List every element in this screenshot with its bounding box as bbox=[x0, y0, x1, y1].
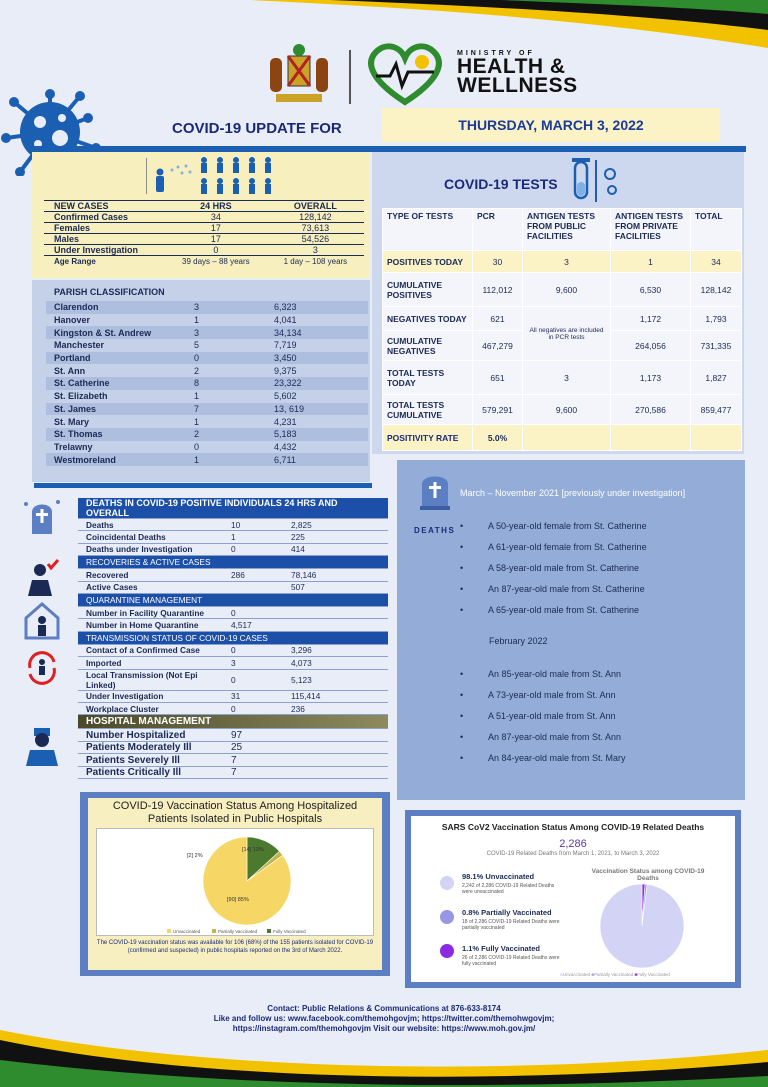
label-partial: [2] 2% bbox=[187, 853, 203, 859]
moh-heart-logo-icon bbox=[364, 42, 446, 106]
row-24h: 0 bbox=[223, 644, 283, 656]
cell-empty bbox=[691, 425, 742, 451]
parish-new: 7 bbox=[194, 403, 200, 414]
col-type: TYPE OF TESTS bbox=[383, 209, 473, 251]
cell-private: 6,530 bbox=[611, 273, 691, 307]
contact-line2[interactable]: Like and follow us: www.facebook.com/themohgovjm; https://twitter.com/themohwgovjm; bbox=[213, 1014, 555, 1023]
deaths-vaccination-title: SARS CoV2 Vaccination Status Among COVID-19 Related Deaths bbox=[441, 822, 705, 832]
update-for-title: COVID-19 UPDATE FOR bbox=[172, 120, 342, 137]
tombstone-small-icon bbox=[20, 494, 64, 538]
table-row bbox=[78, 669, 388, 690]
row-24h: 10 bbox=[223, 519, 283, 531]
table-row bbox=[78, 644, 388, 656]
row-label: Females bbox=[44, 223, 165, 234]
row-24h bbox=[223, 581, 283, 593]
legend-swatch-partial-icon: ■ bbox=[591, 972, 594, 977]
row-overall: 3,296 bbox=[283, 644, 388, 656]
deaths-title-a: DEATHS IN bbox=[86, 498, 137, 508]
dot-unvaccinated bbox=[440, 876, 454, 890]
parish-new: 2 bbox=[194, 365, 200, 376]
cell-public-note: All negatives are included in PCR tests bbox=[523, 307, 611, 361]
row-label: Local Transmission (Not Epi Linked) bbox=[78, 669, 223, 690]
table-row bbox=[44, 212, 364, 223]
row-label: Patients Critically Ill bbox=[78, 766, 223, 779]
parish-table bbox=[46, 301, 368, 466]
cell-total: 1,827 bbox=[691, 361, 742, 395]
row-label: CUMULATIVE NEGATIVES bbox=[383, 331, 473, 361]
row-24h: 17 bbox=[165, 234, 267, 245]
row-24h: 39 days – 88 years bbox=[182, 256, 250, 266]
home-quarantine-icon bbox=[20, 598, 64, 642]
deaths-chart-legend bbox=[560, 972, 670, 977]
table-row bbox=[78, 543, 388, 555]
cell-empty bbox=[611, 425, 691, 451]
cell-pcr: 30 bbox=[473, 251, 523, 273]
row-empty bbox=[283, 766, 388, 779]
list-item: • A 58-year-old male from St. Catherine bbox=[488, 562, 647, 583]
recovered-person-icon bbox=[20, 556, 64, 600]
table-row bbox=[46, 326, 368, 339]
row-overall: 54,526 bbox=[267, 234, 364, 245]
item-partial-sub: 18 of 2,286 COVID-19 Related Deaths were partially vaccinated bbox=[462, 919, 560, 931]
moh-wordmark bbox=[457, 50, 578, 95]
table-row bbox=[46, 428, 368, 441]
parish-new: 1 bbox=[194, 391, 200, 402]
contact-line3[interactable]: https://instagram.com/themohgovjm Visit our website: https://www.moh.gov.jm/ bbox=[232, 1024, 536, 1033]
item-fully-vaccinated bbox=[462, 944, 562, 967]
parish-total: 23,322 bbox=[274, 378, 302, 389]
parish-total: 5,183 bbox=[274, 429, 297, 440]
table-row bbox=[78, 741, 388, 754]
table-row bbox=[78, 690, 388, 702]
parish-total: 34,134 bbox=[274, 327, 302, 338]
row-overall: 78,146 bbox=[283, 569, 388, 581]
legend-partial: Partially Vaccinated bbox=[593, 972, 634, 977]
cell-public: 9,600 bbox=[523, 273, 611, 307]
nurse-icon bbox=[20, 724, 64, 768]
row-label: Deaths bbox=[78, 519, 223, 531]
row-label: Patients Moderately Ill bbox=[78, 741, 223, 754]
cell-pcr: 467,279 bbox=[473, 331, 523, 361]
row-empty bbox=[283, 741, 388, 754]
cell-public: 3 bbox=[523, 361, 611, 395]
row-24h: 7 bbox=[223, 754, 283, 767]
contact-line1: Contact: Public Relations & Communications at 876-633-8174 bbox=[267, 1004, 501, 1013]
row-overall: 128,142 bbox=[267, 212, 364, 223]
deaths-subtitle: COVID-19 Related Deaths from March 1, 2021, to March 3, 2022 bbox=[486, 851, 660, 857]
deaths-period1-heading: March – November 2021 [previously under investigation] bbox=[460, 488, 686, 498]
row-24h: 286 bbox=[223, 569, 283, 581]
cell-pcr: 651 bbox=[473, 361, 523, 395]
row-24h: 0 bbox=[165, 245, 267, 256]
item-unvaccinated-sub: 2,242 of 2,286 COVID-19 Related Deaths were unvaccinated bbox=[462, 883, 555, 895]
table-row bbox=[383, 425, 742, 451]
legend-swatch-unvacc-icon: ■ bbox=[560, 972, 563, 977]
legend-unvacc: Unvaccinated bbox=[173, 929, 201, 934]
legend-partial: Partially Vaccinated bbox=[218, 929, 258, 934]
cell-private: 1 bbox=[611, 251, 691, 273]
parish-total: 4,231 bbox=[274, 416, 297, 427]
cell-total: 731,335 bbox=[691, 331, 742, 361]
item-unvaccinated bbox=[462, 872, 562, 895]
tests-header-row bbox=[383, 209, 742, 251]
parish-new: 1 bbox=[194, 454, 200, 465]
list-item: • A 50-year-old female from St. Catherine bbox=[488, 520, 647, 541]
row-label: Active Cases bbox=[78, 581, 223, 593]
col-total: TOTAL bbox=[691, 209, 742, 251]
deaths-period2-list bbox=[488, 668, 626, 773]
row-label: Patients Severely Ill bbox=[78, 754, 223, 767]
row-overall: 414 bbox=[283, 543, 388, 555]
cell-pcr: 579,291 bbox=[473, 395, 523, 425]
parish-name: St. Mary bbox=[54, 416, 90, 427]
moh-line2: WELLNESS bbox=[457, 74, 578, 97]
label-unvacc: [90] 85% bbox=[227, 897, 249, 903]
row-24h: 3 bbox=[223, 657, 283, 669]
row-24h: 0 bbox=[223, 543, 283, 555]
table-row bbox=[383, 273, 742, 307]
cell-empty bbox=[523, 425, 611, 451]
cell-pcr: 5.0% bbox=[473, 425, 523, 451]
list-item: • A 73-year-old male from St. Ann bbox=[488, 689, 626, 710]
cell-pcr: 112,012 bbox=[473, 273, 523, 307]
parish-new: 0 bbox=[194, 441, 200, 452]
col-24-hrs: 24 HRS bbox=[165, 201, 267, 212]
row-24h: 25 bbox=[223, 741, 283, 754]
parish-title: PARISH CLASSIFICATION bbox=[54, 287, 165, 297]
row-label: Deaths under Investigation bbox=[78, 543, 223, 555]
parish-total: 7,719 bbox=[274, 340, 297, 351]
parish-name: St. Thomas bbox=[54, 429, 103, 440]
deaths-title-c: INDIVIDUALS 24 HRS AND OVERALL bbox=[86, 498, 338, 518]
table-row bbox=[46, 352, 368, 365]
deaths-total: 2,286 bbox=[559, 838, 587, 850]
table-row bbox=[383, 307, 742, 331]
row-overall: 5,123 bbox=[283, 669, 388, 690]
dot-fully-vaccinated bbox=[440, 944, 454, 958]
cell-private: 270,586 bbox=[611, 395, 691, 425]
cell-private: 1,172 bbox=[611, 307, 691, 331]
row-overall: 507 bbox=[283, 581, 388, 593]
parish-total: 4,432 bbox=[274, 441, 297, 452]
row-overall: 115,414 bbox=[283, 690, 388, 702]
item-partially-vaccinated bbox=[462, 908, 562, 931]
row-overall: 236 bbox=[283, 702, 388, 714]
table-row bbox=[78, 531, 388, 543]
item-full-head: 1.1% Fully Vaccinated bbox=[462, 944, 540, 953]
row-24h: 7 bbox=[223, 766, 283, 779]
row-label: Under Investigation bbox=[78, 690, 223, 702]
parish-total: 3,450 bbox=[274, 353, 297, 364]
contact-footer bbox=[0, 1004, 768, 1034]
parish-new: 0 bbox=[194, 353, 200, 364]
parish-new: 5 bbox=[194, 340, 200, 351]
row-overall: 2,825 bbox=[283, 519, 388, 531]
deaths-period2-heading: February 2022 bbox=[489, 636, 548, 646]
parish-total: 6,323 bbox=[274, 302, 297, 313]
deaths-period1-list bbox=[488, 520, 647, 625]
parish-name: St. Elizabeth bbox=[54, 391, 108, 402]
header-divider bbox=[349, 50, 351, 104]
cell-total: 128,142 bbox=[691, 273, 742, 307]
row-label: Coincidental Deaths bbox=[78, 531, 223, 543]
quarantine-title: QUARANTINE MANAGEMENT bbox=[78, 593, 388, 606]
recoveries-title: RECOVERIES & ACTIVE CASES bbox=[78, 556, 388, 569]
deaths-title-b: COVID-19 POSITIVE bbox=[136, 498, 222, 508]
parish-name: Kingston & St. Andrew bbox=[54, 327, 152, 338]
table-row bbox=[46, 403, 368, 416]
row-label: Under Investigation bbox=[44, 245, 165, 256]
row-overall: 3 bbox=[267, 245, 364, 256]
row-overall: 73,613 bbox=[267, 223, 364, 234]
covid-tests-title: COVID-19 TESTS bbox=[444, 176, 558, 192]
row-label: NEGATIVES TODAY bbox=[383, 307, 473, 331]
row-24h: 34 bbox=[165, 212, 267, 223]
row-label: Recovered bbox=[78, 569, 223, 581]
table-row bbox=[46, 390, 368, 403]
row-empty bbox=[283, 754, 388, 767]
table-row bbox=[78, 754, 388, 767]
parish-new: 8 bbox=[194, 378, 200, 389]
list-item: • A 61-year-old female from St. Catherine bbox=[488, 541, 647, 562]
row-label: Age Range bbox=[54, 256, 96, 266]
col-antigen-private: ANTIGEN TESTS FROM PRIVATE FACILITIES bbox=[611, 209, 691, 251]
list-item: • A 51-year-old male from St. Ann bbox=[488, 710, 626, 731]
deaths-chart-title: Vaccination Status among COVID-19 Deaths bbox=[591, 868, 705, 882]
section-header-row bbox=[78, 593, 388, 606]
table-row bbox=[78, 569, 388, 581]
transmission-title: TRANSMISSION STATUS OF COVID-19 CASES bbox=[78, 631, 388, 644]
legend-swatch-full-icon: ■ bbox=[634, 972, 638, 977]
legend-swatch-unvacc bbox=[167, 929, 171, 933]
row-overall: 225 bbox=[283, 531, 388, 543]
parish-total: 4,041 bbox=[274, 315, 297, 326]
dot-partially-vaccinated bbox=[440, 910, 454, 924]
row-24h: 1 bbox=[223, 531, 283, 543]
parish-new: 1 bbox=[194, 315, 200, 326]
table-row bbox=[44, 234, 364, 245]
table-row bbox=[78, 702, 388, 714]
deaths-label: DEATHS bbox=[414, 526, 456, 535]
row-overall bbox=[283, 606, 388, 618]
parish-name: Hanover bbox=[54, 315, 91, 326]
deaths-pie-svg bbox=[592, 880, 692, 970]
row-label: Number in Home Quarantine bbox=[78, 619, 223, 631]
report-date: THURSDAY, MARCH 3, 2022 bbox=[382, 108, 720, 142]
deaths-status-table bbox=[78, 498, 388, 779]
table-row bbox=[78, 606, 388, 618]
table-row bbox=[46, 301, 368, 314]
table-row bbox=[44, 256, 364, 267]
row-label: Workplace Cluster bbox=[78, 702, 223, 714]
deaths-top-bar bbox=[34, 483, 372, 488]
row-24h: 0 bbox=[223, 669, 283, 690]
parish-new: 1 bbox=[194, 416, 200, 427]
row-overall: 1 day – 108 years bbox=[283, 256, 348, 266]
hospital-vaccination-title: COVID-19 Vaccination Status Among Hospitalized Patients Isolated in Public Hospitals bbox=[112, 800, 358, 825]
row-overall bbox=[283, 619, 388, 631]
table-row bbox=[44, 245, 364, 256]
parish-total: 9,375 bbox=[274, 365, 297, 376]
people-spread-icon bbox=[146, 154, 278, 198]
legend-full: Fully Vaccinated bbox=[273, 929, 306, 934]
row-24h: 0 bbox=[223, 702, 283, 714]
cell-total: 859,477 bbox=[691, 395, 742, 425]
deaths-title-row bbox=[78, 498, 388, 519]
col-new-cases: NEW CASES bbox=[44, 201, 165, 212]
row-label: TOTAL TESTS TODAY bbox=[383, 361, 473, 395]
list-item: • A 65-year-old male from St. Catherine bbox=[488, 604, 647, 625]
item-partial-head: 0.8% Partially Vaccinated bbox=[462, 908, 552, 917]
section-header-row bbox=[78, 556, 388, 569]
row-24h: 17 bbox=[165, 223, 267, 234]
moh-line1: HEALTH & bbox=[457, 55, 566, 78]
list-item: • An 85-year-old male from St. Ann bbox=[488, 668, 626, 689]
row-label: CUMULATIVE POSITIVES bbox=[383, 273, 473, 307]
new-cases-table bbox=[44, 200, 364, 267]
table-row bbox=[383, 361, 742, 395]
legend-full: Fully Vaccinated bbox=[637, 972, 670, 977]
pie-slice-unvaccinated bbox=[600, 884, 684, 968]
row-label: Number Hospitalized bbox=[78, 729, 223, 742]
row-24h: 97 bbox=[223, 729, 283, 742]
cell-private: 264,056 bbox=[611, 331, 691, 361]
cell-private: 1,173 bbox=[611, 361, 691, 395]
row-24h: 4,517 bbox=[223, 619, 283, 631]
table-row bbox=[46, 441, 368, 454]
table-row bbox=[46, 364, 368, 377]
table-row bbox=[44, 223, 364, 234]
parish-name: Westmoreland bbox=[54, 454, 116, 465]
table-row bbox=[78, 519, 388, 531]
col-overall: OVERALL bbox=[267, 201, 364, 212]
table-row bbox=[46, 377, 368, 390]
cases-header-row bbox=[44, 201, 364, 212]
table-row bbox=[78, 657, 388, 669]
moh-small-text: MINISTRY OF bbox=[457, 50, 535, 57]
parish-total: 6,711 bbox=[274, 454, 296, 465]
row-label: Contact of a Confirmed Case bbox=[78, 644, 223, 656]
cell-total: 34 bbox=[691, 251, 742, 273]
section-header-row bbox=[78, 631, 388, 644]
label-full: [14] 13% bbox=[242, 847, 264, 853]
table-row bbox=[78, 619, 388, 631]
row-empty bbox=[283, 729, 388, 742]
list-item: • An 87-year-old male from St. Ann bbox=[488, 731, 626, 752]
hospital-vaccination-chart bbox=[96, 828, 374, 936]
legend-unvacc: Unvaccinated bbox=[562, 972, 590, 977]
row-label: Confirmed Cases bbox=[44, 212, 165, 223]
cell-pcr: 621 bbox=[473, 307, 523, 331]
hospital-title: HOSPITAL MANAGEMENT bbox=[78, 715, 388, 729]
cell-public: 9,600 bbox=[523, 395, 611, 425]
section-header-row bbox=[78, 715, 388, 729]
table-row bbox=[46, 415, 368, 428]
parish-name: St. Ann bbox=[54, 365, 86, 376]
col-pcr: PCR bbox=[473, 209, 523, 251]
legend-swatch-full bbox=[267, 929, 271, 933]
legend-swatch-partial bbox=[212, 929, 216, 933]
parish-name: Manchester bbox=[54, 340, 105, 351]
table-row bbox=[78, 581, 388, 593]
row-24h: 31 bbox=[223, 690, 283, 702]
item-unvaccinated-head: 98.1% Unvaccinated bbox=[462, 872, 535, 881]
row-label: Number in Facility Quarantine bbox=[78, 606, 223, 618]
deaths-title bbox=[78, 498, 388, 519]
parish-total: 5,602 bbox=[274, 391, 297, 402]
col-antigen-public: ANTIGEN TESTS FROM PUBLIC FACILITIES bbox=[523, 209, 611, 251]
parish-new: 3 bbox=[194, 302, 200, 313]
table-row bbox=[46, 453, 368, 466]
parish-name: Trelawny bbox=[54, 441, 93, 452]
table-row bbox=[78, 766, 388, 779]
hospital-pie-svg bbox=[97, 829, 375, 937]
tombstone-icon bbox=[420, 470, 450, 510]
coat-of-arms-icon bbox=[262, 42, 336, 106]
cell-public: 3 bbox=[523, 251, 611, 273]
list-item: • An 84-year-old male from St. Mary bbox=[488, 752, 626, 773]
list-item: • An 87-year-old male from St. Catherine bbox=[488, 583, 647, 604]
row-label: Imported bbox=[78, 657, 223, 669]
table-row bbox=[46, 314, 368, 327]
row-overall: 4,073 bbox=[283, 657, 388, 669]
row-label: Males bbox=[44, 234, 165, 245]
row-label: POSITIVITY RATE bbox=[383, 425, 473, 451]
parish-name: Portland bbox=[54, 353, 91, 364]
table-row bbox=[78, 729, 388, 742]
transmission-cycle-icon bbox=[20, 646, 64, 690]
item-full-sub: 26 of 2,286 COVID-19 Related Deaths were fully vaccinated bbox=[462, 955, 560, 967]
table-row bbox=[383, 395, 742, 425]
parish-new: 2 bbox=[194, 429, 200, 440]
row-label: POSITIVES TODAY bbox=[383, 251, 473, 273]
parish-name: Clarendon bbox=[54, 302, 99, 313]
parish-name: St. Catherine bbox=[54, 378, 110, 389]
hospital-vaccination-note: The COVID-19 vaccination status was available for 106 (68%) of the 155 patients isolated for COVID-19 (confirmed and suspected) in public hospitals reported on the 3rd of March 2022. bbox=[96, 940, 374, 954]
covid-tests-table bbox=[382, 208, 742, 451]
parish-new: 3 bbox=[194, 327, 200, 338]
parish-name: St. James bbox=[54, 403, 97, 414]
table-row bbox=[383, 251, 742, 273]
row-24h: 0 bbox=[223, 606, 283, 618]
test-tube-icon bbox=[566, 156, 622, 206]
row-label: TOTAL TESTS CUMULATIVE bbox=[383, 395, 473, 425]
cell-total: 1,793 bbox=[691, 307, 742, 331]
table-row bbox=[46, 339, 368, 352]
parish-total: 13, 619 bbox=[274, 403, 305, 414]
